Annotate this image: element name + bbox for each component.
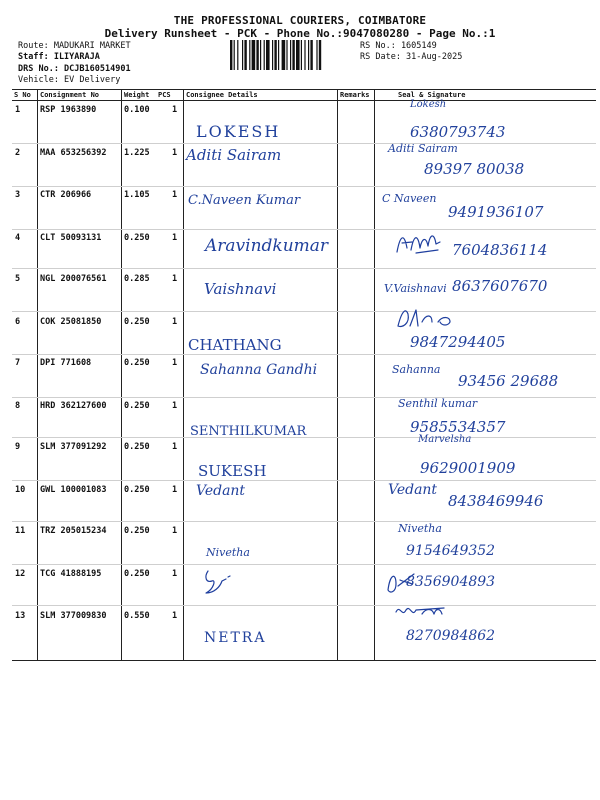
runsheet-subtitle: Delivery Runsheet - PCK - Phone No.:9047080280 - Page No.:1 [104,27,496,40]
row-separator [12,521,596,522]
signature-name-handwritten: C Naveen [382,192,437,205]
phone-handwritten: 9585534357 [410,418,506,436]
signature-name-handwritten: Lokesh [410,99,447,110]
consignee-name-handwritten: Aravindkumar [205,236,329,256]
row-weight: 0.250 [124,358,150,368]
row-separator [12,605,596,606]
barcode-bar [242,40,243,70]
signature-name-handwritten: Senthil kumar [398,397,478,410]
row-separator [12,186,596,187]
row-pcs: 1 [172,233,178,243]
consignee-name-handwritten: Vaishnavi [204,280,277,298]
barcode-bar [252,40,256,70]
row-consignment: CTR 206966 [40,190,92,200]
col-divider [183,89,184,660]
barcode-bar [256,40,258,70]
phone-handwritten: 93456 29688 [458,372,559,390]
table-header-border [12,100,596,101]
row-pcs: 1 [172,485,178,495]
row-weight: 0.250 [124,233,150,243]
signature-scribble [394,228,444,258]
barcode-bar [266,40,270,70]
consignee-signature-scribble [200,567,240,599]
signature-scribble [392,304,472,332]
row-pcs: 1 [172,442,178,452]
barcode-bar [286,40,287,70]
consignee-name-handwritten: Vedant [196,483,246,499]
signature-name-handwritten: V.Vaishnavi [384,282,447,295]
row-consignment: HRD 362127600 [40,401,107,411]
consignee-name-handwritten: NETRA [204,630,267,646]
phone-handwritten: 6380793743 [410,123,506,141]
barcode-bar [237,40,238,70]
row-consignment: MAA 653256392 [40,148,107,158]
row-weight: 0.250 [124,401,150,411]
col-header-sno: S No [14,91,31,99]
col-divider [374,89,375,660]
rs-date: RS Date: 31-Aug-2025 [360,52,463,62]
barcode-bar [319,40,321,70]
phone-handwritten: 8637607670 [452,277,548,295]
row-sno: 12 [15,569,26,579]
consignee-name-handwritten: SUKESH [198,462,267,480]
row-separator [12,268,596,269]
consignee-name-handwritten: Sahanna Gandhi [200,362,318,378]
row-separator [12,143,596,144]
phone-handwritten: 8438469946 [448,492,544,510]
staff-label: Staff: ILIYARAJA [18,52,100,62]
consignee-name-handwritten: SENTHILKUMAR [190,424,307,439]
row-consignment: RSP 1963890 [40,105,97,115]
barcode-bar [230,40,232,70]
drs-number: DRS No.: DCJB160514901 [18,64,131,74]
barcode-bar [316,40,317,70]
phone-handwritten: 8356904893 [406,574,496,590]
barcode-bar [249,40,250,70]
col-header-consignment: Consignment No [40,91,100,99]
row-consignment: DPI 771608 [40,358,92,368]
row-consignment: SLM 377091292 [40,442,107,452]
phone-handwritten: 89397 80038 [424,160,525,178]
table-bottom-border [12,660,596,661]
vehicle-label: Vehicle: EV Delivery [18,75,121,85]
row-consignment: NGL 200076561 [40,274,107,284]
row-pcs: 1 [172,105,178,115]
row-weight: 1.105 [124,190,150,200]
barcode-bar [274,40,276,70]
row-weight: 0.250 [124,485,150,495]
consignee-name-handwritten: C.Naveen Kumar [188,193,301,208]
row-pcs: 1 [172,358,178,368]
row-pcs: 1 [172,401,178,411]
phone-handwritten: 9629001909 [420,459,516,477]
row-sno: 5 [15,274,21,284]
row-weight: 0.285 [124,274,150,284]
row-sno: 11 [15,526,26,536]
row-separator [12,311,596,312]
company-title: THE PROFESSIONAL COURIERS, COIMBATORE [173,14,427,27]
col-divider [337,89,338,660]
barcode-bar [264,40,265,70]
barcode-bar [260,40,261,70]
row-pcs: 1 [172,190,178,200]
col-header-consignee: Consignee Details [186,91,258,99]
row-pcs: 1 [172,148,178,158]
row-separator [12,480,596,481]
signature-name-handwritten: Marvelsha [418,434,472,445]
phone-handwritten: 8270984862 [406,628,496,644]
consignee-name-handwritten: Aditi Sairam [186,146,282,164]
row-consignment: COK 25081850 [40,317,102,327]
phone-handwritten: 7604836114 [452,241,548,259]
signature-name-handwritten: Nivetha [398,522,442,535]
row-separator [12,229,596,230]
barcode-bar [244,40,246,70]
row-pcs: 1 [172,274,178,284]
table-top-border [12,89,596,90]
row-sno: 7 [15,358,21,368]
col-header-remarks: Remarks [340,91,370,99]
col-header-weight: Weight [124,91,150,99]
signature-name-handwritten: Sahanna [392,363,441,376]
row-separator [12,564,596,565]
col-divider [37,89,38,660]
row-weight: 0.550 [124,611,150,621]
row-sno: 6 [15,317,21,327]
row-sno: 8 [15,401,21,411]
barcode-bar [290,40,291,70]
row-sno: 1 [15,105,21,115]
row-pcs: 1 [172,317,178,327]
barcode-bar [234,40,235,70]
consignee-name-handwritten: CHATHANG [188,336,282,354]
consignee-name-handwritten: LOKESH [196,122,281,141]
barcode-image [230,40,356,70]
phone-handwritten: 9847294405 [410,333,506,351]
barcode-bar [296,40,300,70]
row-pcs: 1 [172,611,178,621]
row-consignment: TRZ 205015234 [40,526,107,536]
phone-handwritten: 9154649352 [406,543,496,559]
rs-number: RS No.: 1605149 [360,41,437,51]
barcode-bar [278,40,279,70]
row-consignment: TCG 41888195 [40,569,102,579]
row-weight: 0.100 [124,105,150,115]
row-weight: 0.250 [124,569,150,579]
col-divider [121,89,122,660]
row-consignment: GWL 100001083 [40,485,107,495]
row-sno: 10 [15,485,26,495]
barcode-bar [282,40,286,70]
row-sno: 9 [15,442,21,452]
row-sno: 4 [15,233,21,243]
row-sno: 3 [15,190,21,200]
route-label: Route: MADUKARI MARKET [18,41,131,51]
row-separator [12,397,596,398]
row-pcs: 1 [172,526,178,536]
row-weight: 0.250 [124,317,150,327]
barcode-bar [272,40,273,70]
col-header-signature: Seal & Signature [398,91,466,99]
row-consignment: SLM 377009830 [40,611,107,621]
signature-name-handwritten: Aditi Sairam [388,142,458,155]
row-weight: 1.225 [124,148,150,158]
row-weight: 0.250 [124,442,150,452]
phone-handwritten: 9491936107 [448,203,544,221]
row-consignment: CLT 50093131 [40,233,102,243]
signature-name-handwritten: Vedant [388,482,438,498]
row-sno: 2 [15,148,21,158]
row-weight: 0.250 [124,526,150,536]
barcode-bar [292,40,294,70]
barcode-bar [310,40,312,70]
row-separator [12,354,596,355]
col-header-pcs: PCS [158,91,171,99]
barcode-bar [301,40,302,70]
barcode-bar [308,40,309,70]
signature-scribble [392,600,448,622]
row-sno: 13 [15,611,26,621]
barcode-bar [304,40,305,70]
row-pcs: 1 [172,569,178,579]
consignee-name-handwritten: Nivetha [206,546,250,559]
